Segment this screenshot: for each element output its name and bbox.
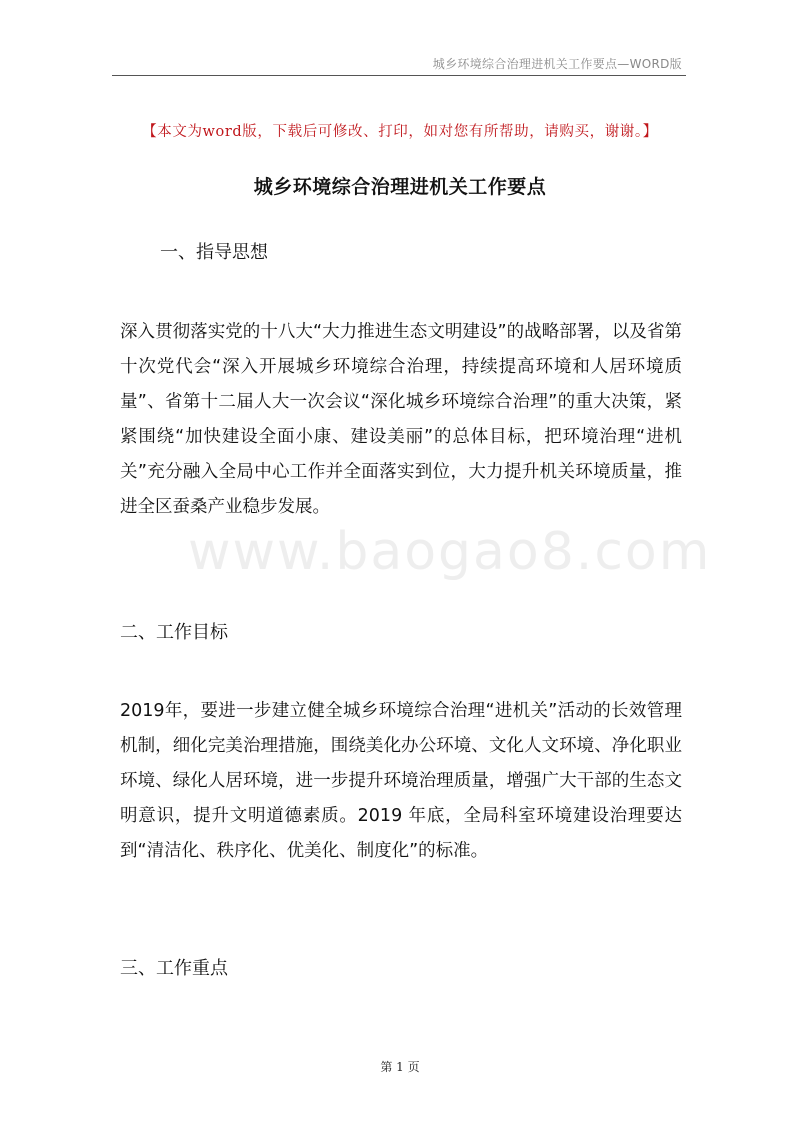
running-header: 城乡环境综合治理进机关工作要点—WORD版	[432, 57, 682, 71]
watermark: www.baogao8.com	[188, 522, 712, 582]
section-body-1: 深入贯彻落实党的十八大“大力推进生态文明建设”的战略部署，以及省第十次党代会“深入开展城乡环境综合治理，持续提高环境和人居环境质量”、省第十二届人大一次会议“深化城乡环境综合治理”的重大决策，紧紧围绕“加快建设全面小康、建设美丽”的总体目标，把环境治理“进机关”充分融入全局中心工作并全面落实到位，大力提升机关环境质量，推进全区蚕桑产业稳步发展。	[120, 322, 682, 517]
section-body-2: 2019年，要进一步建立健全城乡环境综合治理“进机关”活动的长效管理机制，细化完美治理措施，围绕美化办公环境、文化人文环境、净化职业环境、绿化人居环境，进一步提升环境治理质量，增强广大干部的生态文明意识，提升文明道德素质。2019 年底，全局科室环境建设治理要达到“清洁化、秩序化、优美化、制度化”的标准。	[120, 701, 682, 861]
purchase-notice: 【本文为word版，下载后可修改、打印，如对您有所帮助，请购买，谢谢。】	[142, 124, 658, 140]
header-rule	[112, 75, 686, 76]
page-number: 第 1 页	[380, 1060, 420, 1074]
section-heading-3: 三、工作重点	[120, 958, 228, 979]
document-title: 城乡环境综合治理进机关工作要点	[253, 176, 547, 198]
section-heading-2: 二、工作目标	[120, 622, 228, 643]
section-heading-1: 一、指导思想	[160, 242, 268, 263]
